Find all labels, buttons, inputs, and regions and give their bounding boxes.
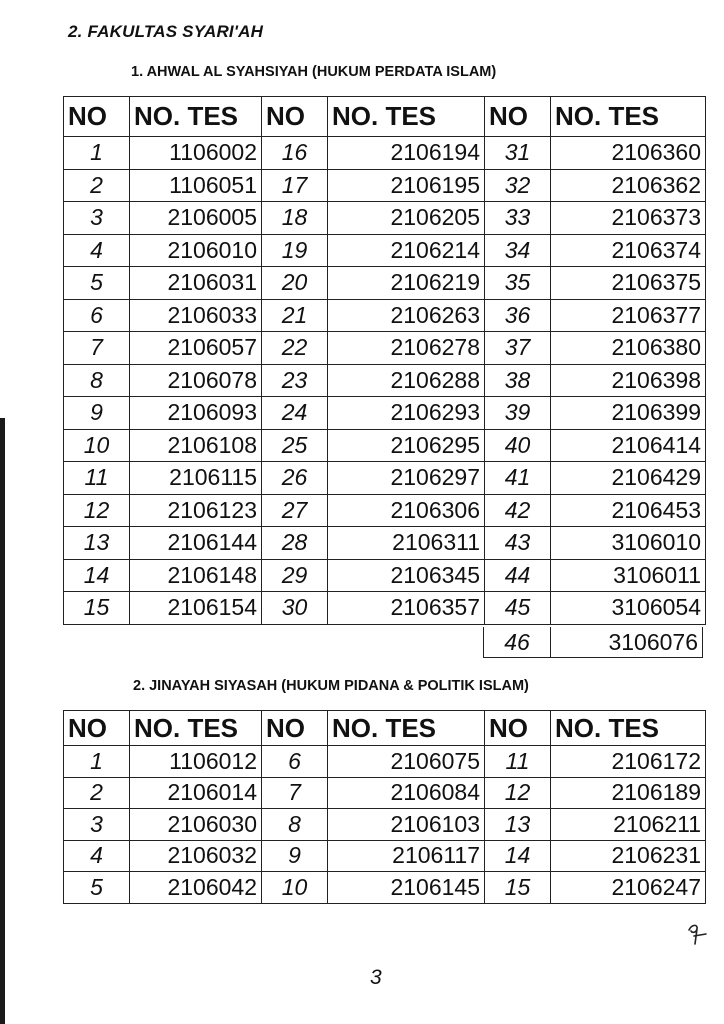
header-no: NO <box>64 97 130 137</box>
row-number: 15 <box>485 872 551 904</box>
table-row <box>64 777 706 809</box>
row-number: 32 <box>485 169 551 202</box>
row-number: 6 <box>64 299 130 332</box>
row-number: 15 <box>64 592 130 625</box>
test-number: 2106172 <box>551 746 706 778</box>
row-number: 24 <box>262 397 328 430</box>
test-number: 2106075 <box>328 746 485 778</box>
test-number: 2106145 <box>328 872 485 904</box>
header-no-tes: NO. TES <box>130 711 262 746</box>
table-row <box>64 840 706 872</box>
test-number: 2106123 <box>130 494 262 527</box>
test-number: 3106010 <box>551 527 706 560</box>
test-number: 2106154 <box>130 592 262 625</box>
row-number: 9 <box>64 397 130 430</box>
row-number: 23 <box>262 364 328 397</box>
row-number: 18 <box>262 202 328 235</box>
test-number: 2106030 <box>130 809 262 841</box>
row-number: 31 <box>485 137 551 170</box>
test-number: 2106117 <box>328 840 485 872</box>
test-number: 2106297 <box>328 462 485 495</box>
row-number: 34 <box>485 234 551 267</box>
table-row <box>64 462 706 495</box>
row-number: 3 <box>64 809 130 841</box>
test-number: 1106012 <box>130 746 262 778</box>
test-number: 2106108 <box>130 429 262 462</box>
test-number: 2106362 <box>551 169 706 202</box>
row-number: 21 <box>262 299 328 332</box>
row-number: 2 <box>64 777 130 809</box>
table-header-row <box>64 711 706 746</box>
header-no-tes: NO. TES <box>328 97 485 137</box>
table-row <box>64 429 706 462</box>
row-number: 44 <box>485 559 551 592</box>
test-number: 2106093 <box>130 397 262 430</box>
test-number: 2106057 <box>130 332 262 365</box>
test-number: 2106414 <box>551 429 706 462</box>
test-number: 2106115 <box>130 462 262 495</box>
row-number: 38 <box>485 364 551 397</box>
row-number: 36 <box>485 299 551 332</box>
row-number: 13 <box>64 527 130 560</box>
test-number: 2106010 <box>130 234 262 267</box>
row-number: 28 <box>262 527 328 560</box>
header-no-tes: NO. TES <box>551 711 706 746</box>
table-row <box>64 746 706 778</box>
section1-extra-row <box>483 627 703 658</box>
table-row <box>64 397 706 430</box>
row-number: 16 <box>262 137 328 170</box>
page-number: 3 <box>370 966 382 989</box>
row-number: 8 <box>64 364 130 397</box>
row-number: 1 <box>64 746 130 778</box>
test-number: 2106293 <box>328 397 485 430</box>
row-number: 30 <box>262 592 328 625</box>
section2-title: 2. JINAYAH SIYASAH (HUKUM PIDANA & POLITIK ISLAM) <box>133 678 529 694</box>
row-number: 33 <box>485 202 551 235</box>
row-number: 5 <box>64 872 130 904</box>
table-row <box>64 559 706 592</box>
test-number: 2106345 <box>328 559 485 592</box>
header-no: NO <box>64 711 130 746</box>
header-no: NO <box>485 97 551 137</box>
row-number: 10 <box>262 872 328 904</box>
row-number: 11 <box>485 746 551 778</box>
row-number: 26 <box>262 462 328 495</box>
header-no: NO <box>262 711 328 746</box>
row-number: 27 <box>262 494 328 527</box>
table-row <box>64 592 706 625</box>
test-number: 2106311 <box>328 527 485 560</box>
test-number: 2106398 <box>551 364 706 397</box>
handwritten-mark-icon <box>686 922 708 946</box>
row-number: 2 <box>64 169 130 202</box>
test-number: 2106194 <box>328 137 485 170</box>
row-number: 7 <box>262 777 328 809</box>
test-number: 2106288 <box>328 364 485 397</box>
row-number: 45 <box>485 592 551 625</box>
faculty-heading: 2. FAKULTAS SYARI'AH <box>68 22 264 41</box>
table-row <box>64 267 706 300</box>
row-number: 20 <box>262 267 328 300</box>
test-number: 2106219 <box>328 267 485 300</box>
row-number: 29 <box>262 559 328 592</box>
row-number: 12 <box>485 777 551 809</box>
row-number: 1 <box>64 137 130 170</box>
test-number: 2106195 <box>328 169 485 202</box>
test-number: 2106295 <box>328 429 485 462</box>
table-row <box>64 332 706 365</box>
row-number: 40 <box>485 429 551 462</box>
row-number: 12 <box>64 494 130 527</box>
header-no: NO <box>485 711 551 746</box>
test-number: 3106011 <box>551 559 706 592</box>
test-number: 2106453 <box>551 494 706 527</box>
test-number: 1106002 <box>130 137 262 170</box>
test-number: 2106103 <box>328 809 485 841</box>
section1-table <box>63 96 706 625</box>
table-row <box>64 809 706 841</box>
table-row <box>64 137 706 170</box>
test-number: 2106214 <box>328 234 485 267</box>
test-number: 2106373 <box>551 202 706 235</box>
row-number: 25 <box>262 429 328 462</box>
table-row <box>64 527 706 560</box>
table-row <box>64 872 706 904</box>
test-number: 2106148 <box>130 559 262 592</box>
test-number: 1106051 <box>130 169 262 202</box>
row-number: 5 <box>64 267 130 300</box>
row-number: 46 <box>484 627 551 657</box>
header-no-tes: NO. TES <box>551 97 706 137</box>
test-number: 2106031 <box>130 267 262 300</box>
test-number: 2106247 <box>551 872 706 904</box>
row-number: 19 <box>262 234 328 267</box>
row-number: 22 <box>262 332 328 365</box>
test-number: 2106306 <box>328 494 485 527</box>
page-edge-bar <box>0 418 5 1024</box>
row-number: 39 <box>485 397 551 430</box>
test-number: 2106042 <box>130 872 262 904</box>
test-number: 2106360 <box>551 137 706 170</box>
row-number: 14 <box>64 559 130 592</box>
row-number: 4 <box>64 234 130 267</box>
row-number: 9 <box>262 840 328 872</box>
test-number: 2106033 <box>130 299 262 332</box>
table-row <box>64 169 706 202</box>
test-number: 2106032 <box>130 840 262 872</box>
row-number: 37 <box>485 332 551 365</box>
row-number: 7 <box>64 332 130 365</box>
table-row <box>64 202 706 235</box>
test-number: 2106375 <box>551 267 706 300</box>
test-number: 2106014 <box>130 777 262 809</box>
row-number: 10 <box>64 429 130 462</box>
test-number: 2106144 <box>130 527 262 560</box>
test-number: 2106374 <box>551 234 706 267</box>
table-row <box>64 299 706 332</box>
row-number: 41 <box>485 462 551 495</box>
row-number: 13 <box>485 809 551 841</box>
test-number: 3106076 <box>608 628 698 655</box>
row-number: 14 <box>485 840 551 872</box>
header-no: NO <box>262 97 328 137</box>
test-number: 2106263 <box>328 299 485 332</box>
test-number: 2106231 <box>551 840 706 872</box>
table-header-row <box>64 97 706 137</box>
row-number: 4 <box>64 840 130 872</box>
test-number: 2106399 <box>551 397 706 430</box>
table-row <box>64 364 706 397</box>
section1-title: 1. AHWAL AL SYAHSIYAH (HUKUM PERDATA ISLAM) <box>131 64 497 80</box>
row-number: 35 <box>485 267 551 300</box>
test-number: 2106357 <box>328 592 485 625</box>
table-row <box>64 494 706 527</box>
row-number: 3 <box>64 202 130 235</box>
test-number: 2106078 <box>130 364 262 397</box>
table-row <box>64 234 706 267</box>
row-number: 11 <box>64 462 130 495</box>
test-number: 2106429 <box>551 462 706 495</box>
row-number: 8 <box>262 809 328 841</box>
header-no-tes: NO. TES <box>328 711 485 746</box>
row-number: 43 <box>485 527 551 560</box>
test-number: 2106377 <box>551 299 706 332</box>
row-number: 17 <box>262 169 328 202</box>
test-number: 2106189 <box>551 777 706 809</box>
header-no-tes: NO. TES <box>130 97 262 137</box>
test-number: 2106005 <box>130 202 262 235</box>
row-number: 42 <box>485 494 551 527</box>
test-number: 2106380 <box>551 332 706 365</box>
row-number: 6 <box>262 746 328 778</box>
section2-table <box>63 710 706 904</box>
test-number: 2106084 <box>328 777 485 809</box>
test-number: 2106211 <box>551 809 706 841</box>
test-number: 3106054 <box>551 592 706 625</box>
test-number: 2106205 <box>328 202 485 235</box>
test-number: 2106278 <box>328 332 485 365</box>
